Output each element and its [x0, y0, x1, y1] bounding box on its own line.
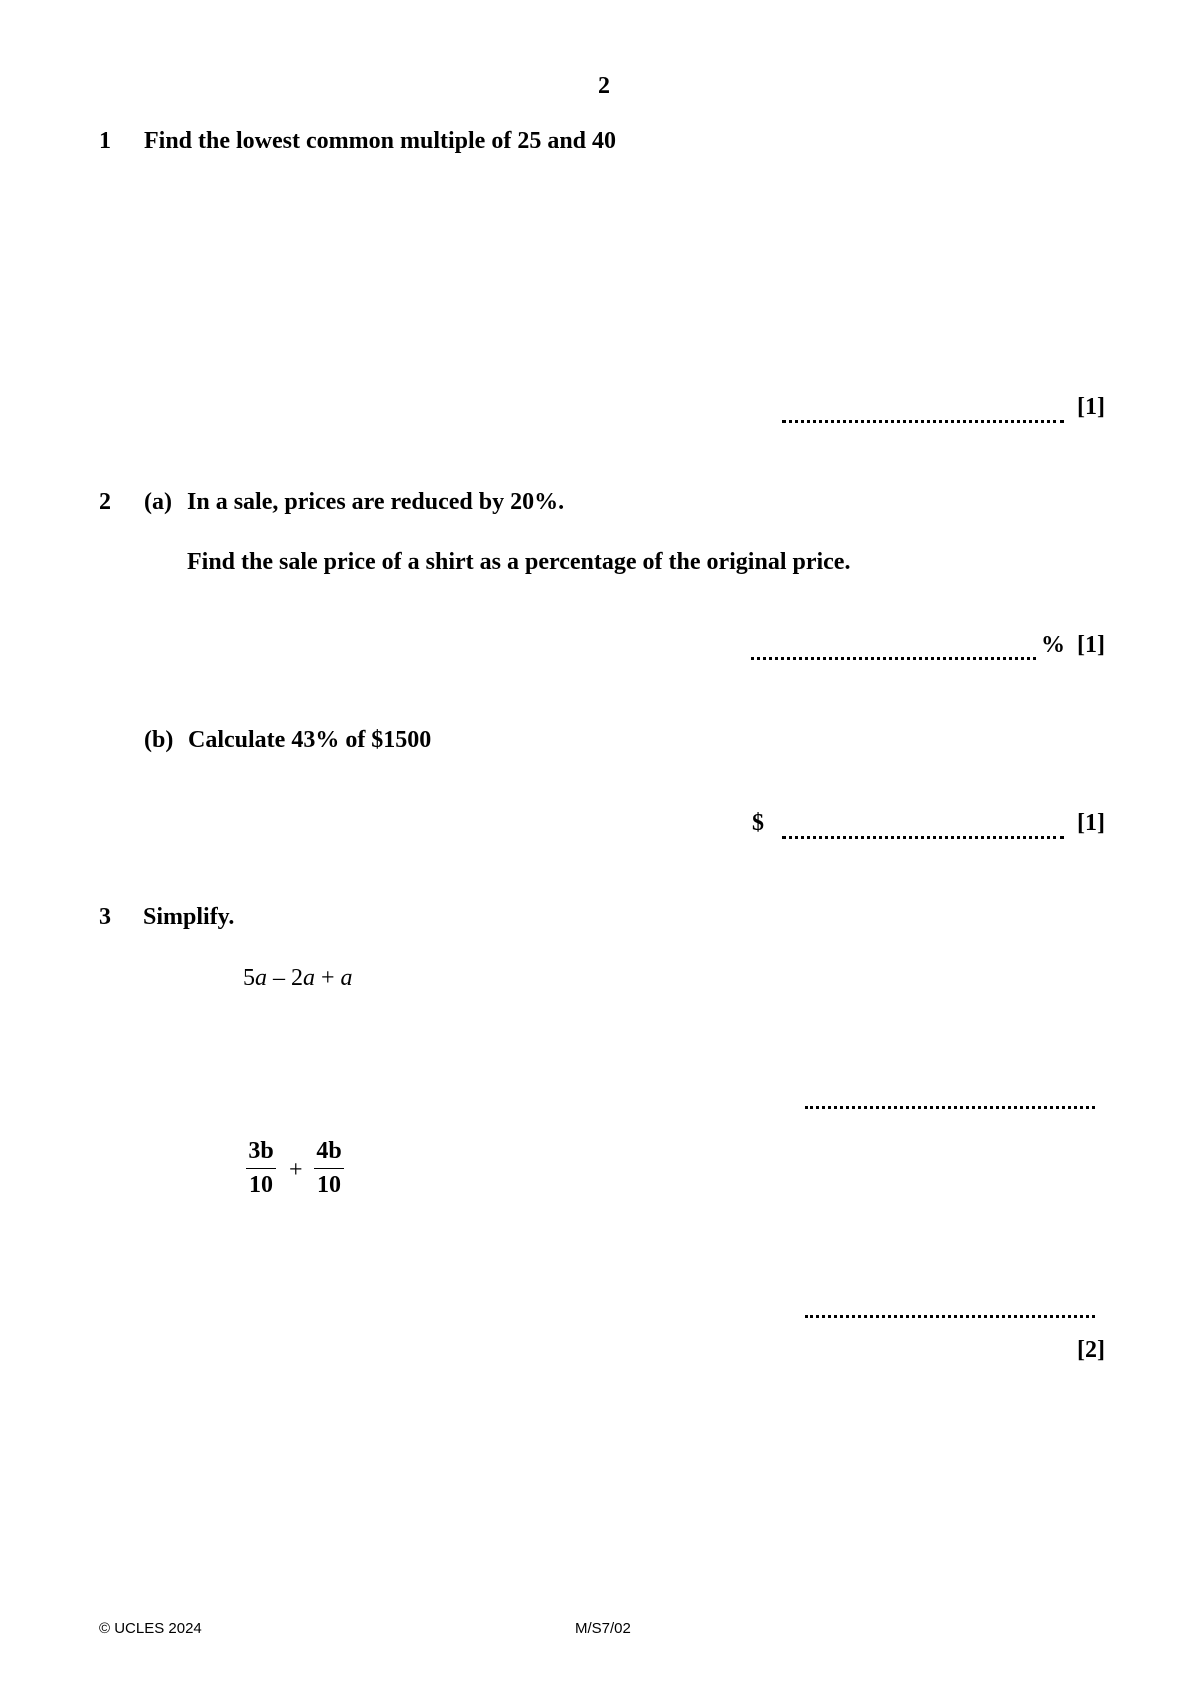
footer-copyright: © UCLES 2024 — [99, 1620, 202, 1637]
fraction-1-numerator: 3b — [248, 1138, 274, 1164]
fraction-2 — [314, 1138, 344, 1199]
marks-q1: [1] — [1077, 394, 1105, 420]
fraction-1-denominator: 10 — [249, 1172, 273, 1198]
marks-q2b: [1] — [1077, 810, 1105, 836]
question-2a-label: (a) — [144, 489, 172, 515]
question-2-number: 2 — [99, 489, 111, 515]
answer-line-q3-2[interactable] — [805, 1315, 1095, 1318]
question-1-number: 1 — [99, 128, 111, 154]
question-3-text: Simplify. — [143, 904, 235, 930]
expr2-operator: + — [289, 1157, 303, 1183]
expression-1 — [243, 965, 353, 992]
unit-dollar-q2b: $ — [752, 810, 764, 836]
unit-percent-q2a: % — [1041, 632, 1065, 658]
expr1-term2-coef: 2 — [291, 965, 303, 991]
page-number: 2 — [598, 73, 610, 99]
marks-q3: [2] — [1077, 1337, 1105, 1363]
expr1-term1-coef: 5 — [243, 965, 255, 991]
fraction-2-numerator: 4b — [316, 1138, 342, 1164]
fraction-2-denominator: 10 — [317, 1172, 341, 1198]
expr1-op2: + — [321, 965, 335, 991]
answer-line-q3-1[interactable] — [805, 1106, 1095, 1109]
answer-line-q2b[interactable] — [782, 836, 1064, 839]
marks-q2a: [1] — [1077, 632, 1105, 658]
answer-line-q1[interactable] — [782, 420, 1064, 423]
answer-line-q2a[interactable] — [751, 657, 1036, 660]
question-1-text: Find the lowest common multiple of 25 and 40 — [144, 128, 617, 154]
expr1-term3-var: a — [340, 965, 353, 991]
expr1-term1-var: a — [255, 965, 267, 991]
question-2b-label: (b) — [144, 727, 174, 753]
expr1-term2-var: a — [303, 965, 315, 991]
question-2a-text-1: In a sale, prices are reduced by 20%. — [187, 489, 565, 515]
fraction-1 — [246, 1138, 276, 1199]
question-2b-text: Calculate 43% of $1500 — [188, 727, 432, 753]
question-2a-text-2: Find the sale price of a shirt as a percentage of the original price. — [187, 549, 851, 575]
question-3-number: 3 — [99, 904, 111, 930]
footer-code: M/S7/02 — [575, 1620, 631, 1637]
expr1-op1: – — [273, 965, 285, 991]
